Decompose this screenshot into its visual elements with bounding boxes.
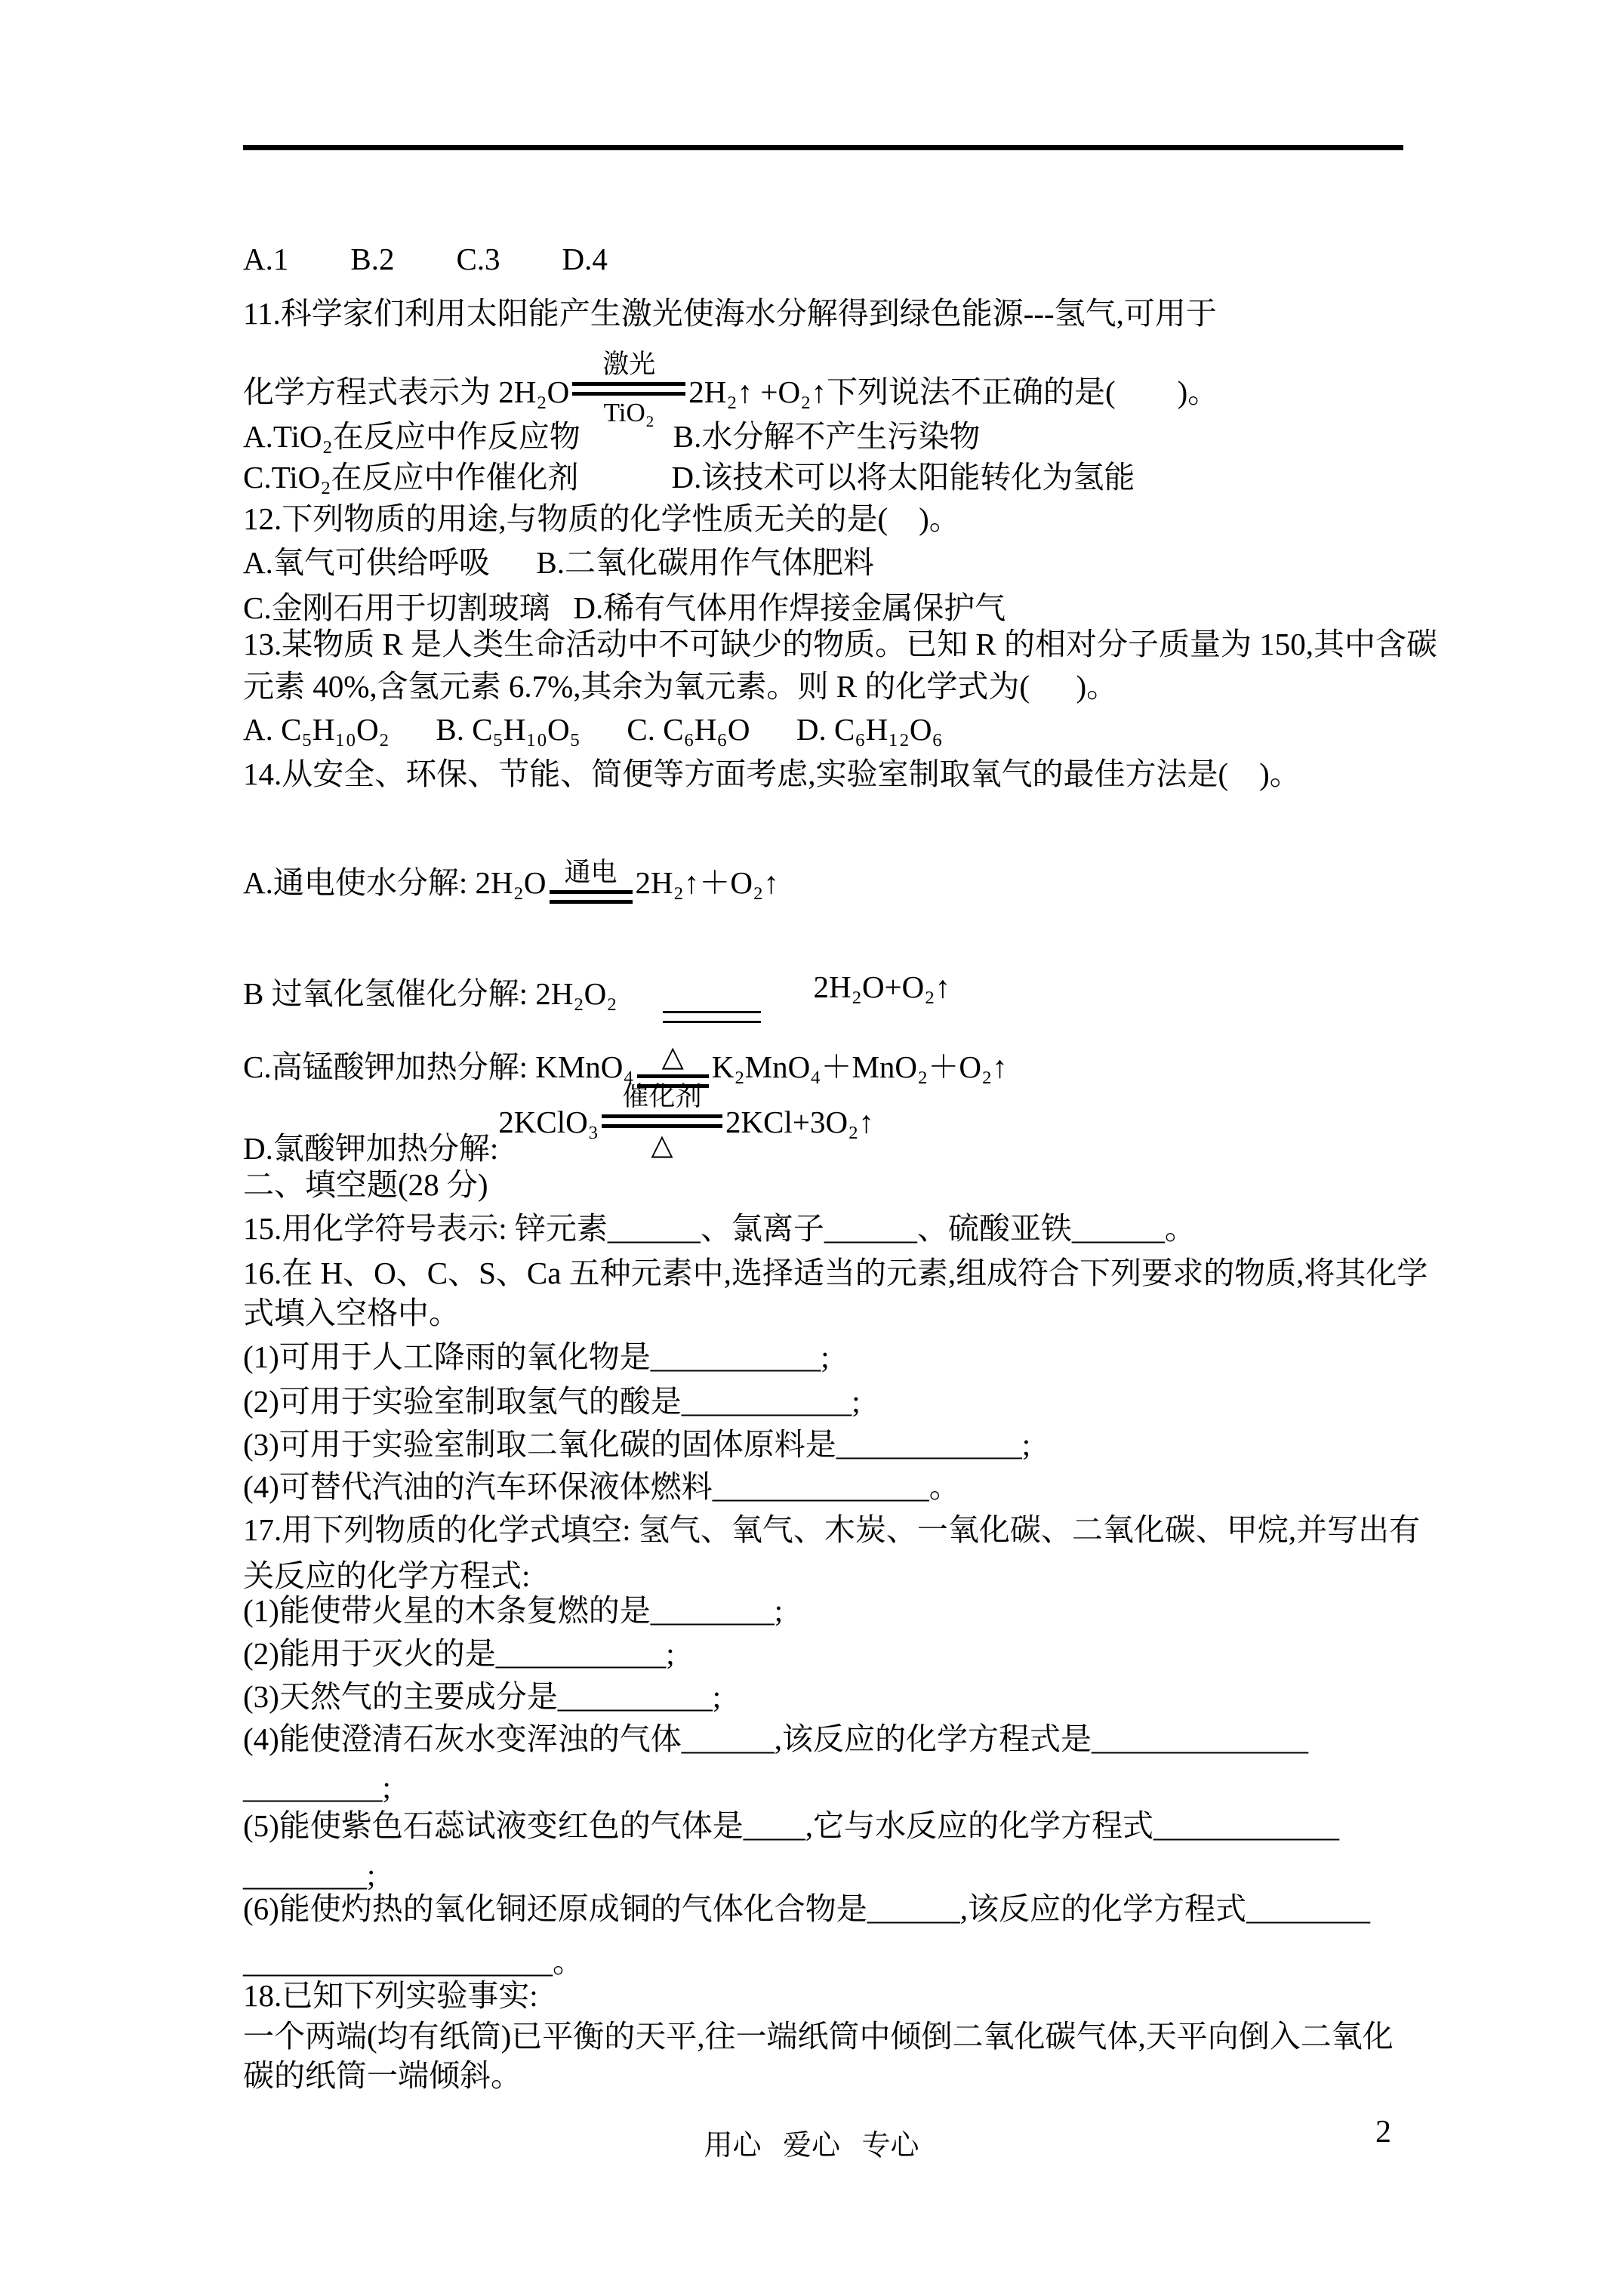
q11-options-ab-line: A.TiO₂在反应中作反应物 B.水分解不产生污染物: [243, 419, 981, 454]
q11-eq-rhs: 2H₂↑ +O₂↑下列说法不正确的是( )。: [688, 374, 1219, 409]
q14d-condition-above: 催化剂: [622, 1082, 702, 1111]
q17-item-5-line: (5)能使紫色石蕊试液变红色的气体是____,它与水反应的化学方程式____________: [243, 1808, 1340, 1843]
header-rule: [243, 145, 1403, 150]
q14-stem-line: 14.从安全、环保、节能、简便等方面考虑,实验室制取氧气的最佳方法是( )。: [243, 757, 1301, 791]
q14-option-a-equation: [243, 842, 779, 917]
q17-item-3-line: (3)天然气的主要成分是__________;: [243, 1679, 722, 1714]
section2-heading: 二、填空题(28 分): [243, 1167, 488, 1202]
q13-options-line: A. C₅H₁₀O₂ B. C₅H₁₀O₅ C. C₆H₆O D. C₆H₁₂O₆: [243, 712, 943, 747]
q17-item-1-line: (1)能使带火星的木条复燃的是________;: [243, 1593, 784, 1628]
q14a-condition-stack: [550, 855, 633, 904]
q16-item-3-line: (3)可用于实验室制取二氧化碳的固体原料是____________;: [243, 1427, 1031, 1462]
q14c-delta-icon: △: [661, 1041, 684, 1073]
q14a-condition-above: 通电: [564, 858, 617, 887]
q14d-delta-icon: △: [651, 1130, 673, 1161]
q14b-label: B 过氧化氢催化分解: 2H₂O₂: [243, 976, 617, 1011]
q15-stem-line: 15.用化学符号表示: 锌元素______、氯离子______、硫酸亚铁______。: [243, 1211, 1196, 1246]
q11-eq-double-bar: [572, 382, 685, 396]
q13-stem-line-1: 13.某物质 R 是人类生命活动中不可缺少的物质。已知 R 的相对分子质量为 150,其中含碳: [243, 627, 1437, 661]
q11-eq-lhs: 化学方程式表示为 2H₂O: [243, 374, 570, 409]
q14d-double-bar: [602, 1114, 722, 1128]
q17-item-4-blank-line: _________;: [243, 1770, 391, 1804]
q14b-rhs: 2H₂O+O₂↑: [813, 969, 951, 1004]
q14b-double-bar: [663, 1011, 761, 1023]
q11-stem-line: 11.科学家们利用太阳能产生激光使海水分解得到绿色能源---氢气,可用于: [243, 296, 1217, 331]
q11-options-cd-line: C.TiO₂在反应中作催化剂 D.该技术可以将太阳能转化为氢能: [243, 460, 1135, 495]
q12-options-ab-line: A.氧气可供给呼吸 B.二氧化碳用作气体肥料: [243, 545, 874, 580]
q16-item-4-line: (4)可替代汽油的汽车环保液体燃料______________。: [243, 1469, 960, 1504]
q14-option-b-equation: [243, 969, 950, 1023]
q13-stem-line-2: 元素 40%,含氢元素 6.7%,其余为氧元素。则 R 的化学式为( )。: [243, 669, 1118, 704]
q16-item-2-line: (2)可用于实验室制取氢气的酸是___________;: [243, 1384, 861, 1419]
q14d-rhs: 2KCl+3O₂↑: [725, 1105, 874, 1139]
q17-item-5-blank-line: ________;: [243, 1857, 376, 1892]
q17-item-4-line: (4)能使澄清石灰水变浑浊的气体______,该反应的化学方程式是______________: [243, 1721, 1309, 1756]
page-number: 2: [1375, 2115, 1391, 2150]
q14c-rhs: K₂MnO₄＋MnO₂＋O₂↑: [711, 1049, 1008, 1084]
q16-stem-line-2: 式填入空格中。: [243, 1296, 460, 1330]
footer-motto: 用心 爱心 专心: [704, 2130, 919, 2162]
q18-stem-line: 18.已知下列实验事实:: [243, 1978, 538, 2013]
q14d-condition-stack: [602, 1080, 722, 1163]
q14-option-d-equation: [243, 1075, 874, 1168]
q14a-double-bar: [550, 890, 633, 904]
q14a-rhs: 2H₂↑＋O₂↑: [635, 864, 779, 900]
q16-item-1-line: (1)可用于人工降雨的氧化物是___________;: [243, 1339, 830, 1374]
q10-options-line: A.1 B.2 C.3 D.4: [243, 242, 608, 276]
q17-item-6-blank-line: ____________________。: [243, 1944, 584, 1979]
q14a-label: A.通电使水分解: 2H₂O: [243, 864, 547, 900]
q16-stem-line-1: 16.在 H、O、C、S、Ca 五种元素中,选择适当的元素,组成符合下列要求的物质,将其化学: [243, 1256, 1428, 1290]
q14c-label: C.高锰酸钾加热分解: KMnO₄: [243, 1049, 634, 1084]
q12-options-cd-line: C.金刚石用于切割玻璃 D.稀有气体用作焊接金属保护气: [243, 590, 1006, 625]
q12-stem-line: 12.下列物质的用途,与物质的化学性质无关的是( )。: [243, 501, 960, 536]
q17-stem-line-1: 17.用下列物质的化学式填空: 氢气、氧气、木炭、一氧化碳、二氧化碳、甲烷,并写出有: [243, 1512, 1421, 1547]
q11-eq-condition-above: 激光: [602, 350, 656, 379]
q11-eq-condition-below: TiO₂: [603, 398, 654, 427]
q18-fact-line-2: 碳的纸筒一端倾斜。: [243, 2058, 522, 2093]
q17-stem-line-2: 关反应的化学方程式:: [243, 1558, 531, 1593]
q17-item-6-line: (6)能使灼热的氧化铜还原成铜的气体化合物是______,该反应的化学方程式________: [243, 1891, 1371, 1926]
q14d-label: D.氯酸钾加热分解:: [243, 1131, 499, 1166]
q17-item-2-line: (2)能用于灭火的是___________;: [243, 1636, 675, 1671]
q14d-lhs: 2KClO₃: [498, 1105, 599, 1139]
q18-fact-line-1: 一个两端(均有纸筒)已平衡的天平,往一端纸筒中倾倒二氧化碳气体,天平向倒入二氧化: [243, 2019, 1394, 2054]
